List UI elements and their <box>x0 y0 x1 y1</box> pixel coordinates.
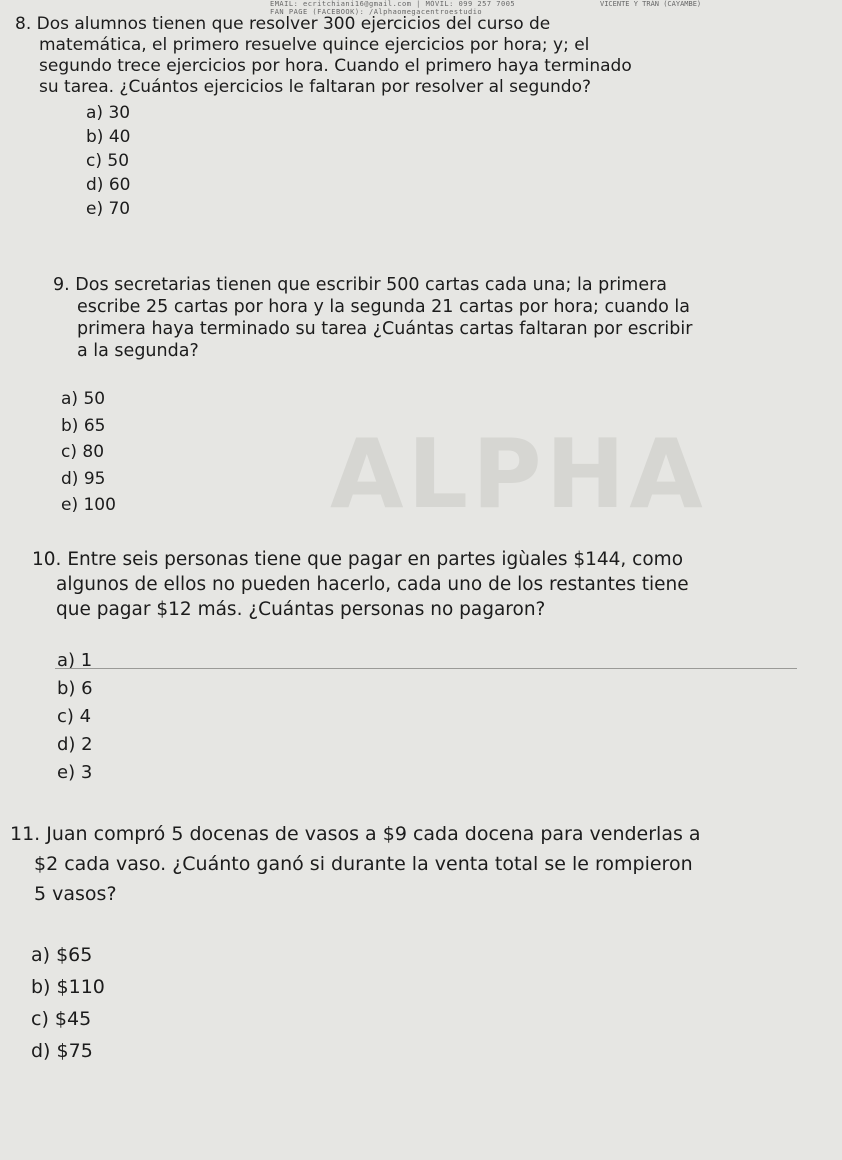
question-11-line-3: 5 vasos? <box>34 883 117 905</box>
header-right-top: VICENTE Y TRÁN (CAYAMBE) <box>600 0 702 8</box>
divider-line <box>55 668 797 669</box>
option-e[interactable]: e) 100 <box>61 495 116 515</box>
question-10-text <box>32 547 822 622</box>
question-9 <box>53 274 833 519</box>
option-e[interactable]: e) 3 <box>57 762 93 783</box>
question-9-line-4: a la segunda? <box>77 341 199 361</box>
question-8-text <box>15 14 835 98</box>
question-8-number: 8. <box>15 14 32 34</box>
question-11-text <box>10 819 830 909</box>
question-10-line-2: algunos de ellos no pueden hacerlo, cada uno de los restantes tiene <box>56 574 689 595</box>
question-11-line-1: Juan compró 5 docenas de vasos a $9 cada docena para venderlas a <box>46 823 701 845</box>
question-8-line-1: Dos alumnos tienen que resolver 300 ejercicios del curso de <box>36 14 551 34</box>
option-b[interactable]: b) 6 <box>57 678 93 699</box>
option-b[interactable]: b) $110 <box>31 976 105 998</box>
option-a[interactable]: a) 1 <box>57 650 93 671</box>
question-10-line-3: que pagar $12 más. ¿Cuántas personas no pagaron? <box>56 599 546 620</box>
question-8-line-3: segundo trece ejercicios por hora. Cuando el primero haya terminado <box>39 56 632 76</box>
option-a[interactable]: a) 30 <box>86 103 131 123</box>
option-d[interactable]: d) 60 <box>86 175 131 195</box>
question-9-line-1: Dos secretarias tienen que escribir 500 cartas cada una; la primera <box>75 275 668 295</box>
option-a[interactable]: a) $65 <box>31 944 93 966</box>
question-9-line-2: escribe 25 cartas por hora y la segunda 21 cartas por hora; cuando la <box>77 297 691 317</box>
question-8-line-4: su tarea. ¿Cuántos ejercicios le faltaran por resolver al segundo? <box>39 77 592 97</box>
question-9-options <box>61 386 833 519</box>
question-8-options <box>86 101 835 221</box>
question-10 <box>32 547 822 787</box>
option-d[interactable]: d) 2 <box>57 734 93 755</box>
question-9-number: 9. <box>53 275 70 295</box>
question-10-line-1: Entre seis personas tiene que pagar en partes igùales $144, como <box>67 549 684 570</box>
watermark-logo: ALPHA <box>330 420 707 530</box>
header-contact-line: EMAIL: ecritchiani16@gmail.com | MÓVIL: 099 257 7005 <box>270 0 516 8</box>
option-e[interactable]: e) 70 <box>86 199 131 219</box>
question-11-line-2: $2 cada vaso. ¿Cuánto ganó si durante la venta total se le rompieron <box>34 853 693 875</box>
option-b[interactable]: b) 40 <box>86 127 131 147</box>
question-10-number: 10. <box>32 549 62 570</box>
option-c[interactable]: c) 50 <box>86 151 130 171</box>
question-11-options <box>31 939 830 1067</box>
header-fanpage-line: FAN PAGE (FACEBOOK): /Alphaomegacentroestudio <box>270 8 483 16</box>
question-8-line-2: matemática, el primero resuelve quince ejercicios por hora; y; el <box>39 35 590 55</box>
option-b[interactable]: b) 65 <box>61 415 106 436</box>
option-c[interactable]: c) $45 <box>31 1008 92 1030</box>
question-9-line-3: primera haya terminado su tarea ¿Cuántas cartas faltaran por escribir <box>77 319 693 339</box>
option-c[interactable]: c) 80 <box>61 442 105 462</box>
option-d[interactable]: d) 95 <box>61 468 106 489</box>
option-c[interactable]: c) 4 <box>57 706 92 727</box>
question-8 <box>15 14 835 221</box>
question-11-number: 11. <box>10 823 41 845</box>
question-9-text <box>53 274 833 362</box>
question-11 <box>10 819 830 1067</box>
option-a[interactable]: a) 50 <box>61 389 106 409</box>
option-d[interactable]: d) $75 <box>31 1040 93 1062</box>
